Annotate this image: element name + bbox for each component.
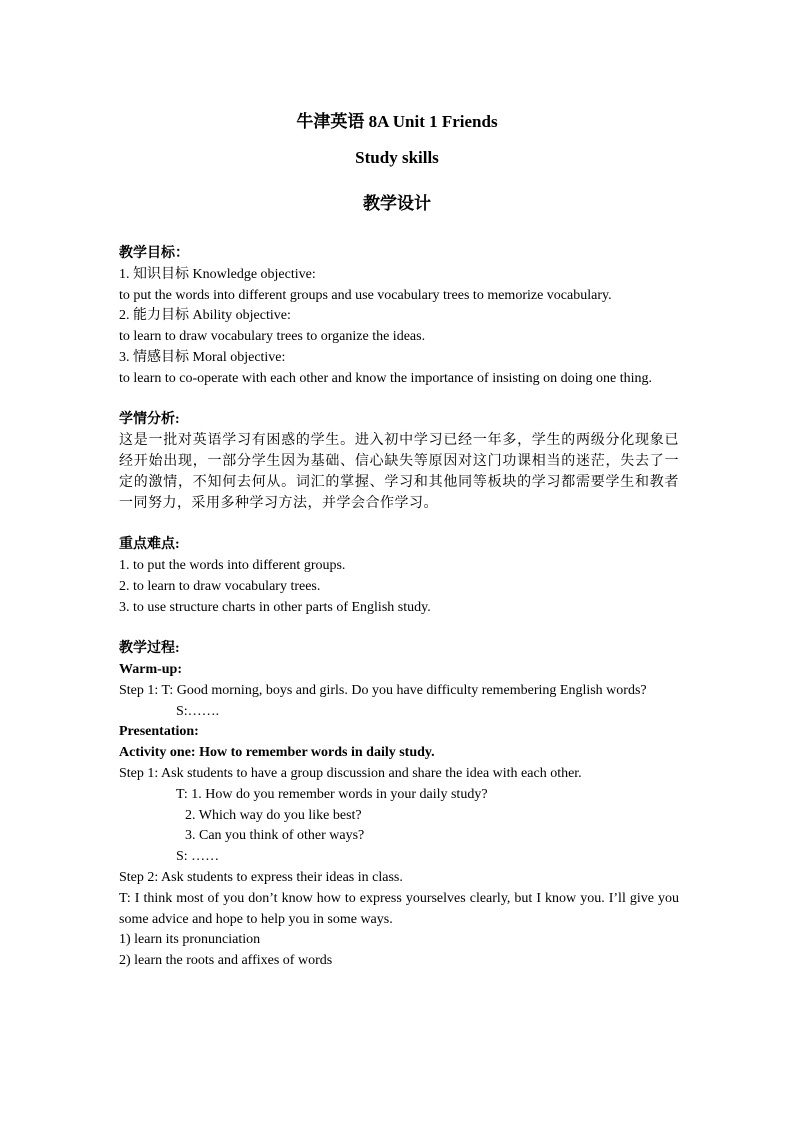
analysis-text: 这是一批对英语学习有困惑的学生。进入初中学习已经一年多，学生的两级分化现象已经开始出现，一部分学生因为基础、信心缺失等原因对这门功课相当的迷茫，失去了一定的激情，不知何去何从。词汇的掌握、学习和其他同等板块的学习都需要学生和教者一同努力，采用多种学习方法，并学会合作学习。 — [119, 433, 679, 511]
activity-step1: Step 1: Ask students to have a group discussion and share the idea with each other. — [119, 765, 582, 781]
objectives-heading: 教学目标： — [119, 246, 189, 261]
knowledge-text: to put the words into different groups and use vocabulary trees to memorize vocabulary. — [119, 287, 612, 303]
key-point-item: 2. to learn to draw vocabulary trees. — [119, 578, 321, 594]
question-1: T: 1. How do you remember words in your daily study? — [176, 786, 488, 802]
key-point-item: 3. to use structure charts in other parts of English study. — [119, 599, 431, 615]
process-heading: 教学过程: — [119, 641, 180, 657]
ability-text: to learn to draw vocabulary trees to organize the ideas. — [119, 329, 426, 345]
teacher-advice: T: I think most of you don’t know how to express yourselves clearly, but I know you. I’ll give you some advice and hope to help you in some ways. — [119, 890, 679, 927]
doc-title: 牛津英语 8A Unit 1 Friends — [296, 112, 498, 131]
warmup-student-reply: S:……. — [176, 703, 220, 719]
spacer — [119, 390, 679, 411]
key-point-item: 1. to put the words into different groups. — [119, 557, 346, 573]
spacer — [119, 618, 679, 639]
moral-text: to learn to co-operate with each other and know the importance of insisting on doing one thing. — [119, 370, 653, 386]
tip-item: 1) learn its pronunciation — [119, 932, 261, 948]
student-reply: S: …… — [176, 849, 220, 865]
analysis-heading: 学情分析: — [119, 412, 180, 428]
presentation-heading: Presentation: — [119, 724, 199, 740]
activity-one-heading: Activity one: How to remember words in daily study. — [119, 745, 435, 761]
question-2: 2. Which way do you like best? — [185, 807, 362, 823]
warmup-heading: Warm-up: — [119, 661, 182, 677]
key-points-heading: 重点难点: — [119, 537, 180, 553]
knowledge-label: 1. 知识目标 Knowledge objective: — [119, 266, 316, 282]
doc-type: 教学设计 — [363, 194, 431, 213]
doc-body — [119, 244, 679, 972]
spacer — [119, 514, 679, 535]
moral-label: 3. 情感目标 Moral objective: — [119, 349, 286, 365]
warmup-step1: Step 1: T: Good morning, boys and girls. Do you have difficulty remembering English words? — [119, 682, 647, 698]
question-3: 3. Can you think of other ways? — [185, 828, 365, 844]
tip-item: 2) learn the roots and affixes of words — [119, 953, 333, 969]
doc-subtitle: Study skills — [355, 148, 439, 167]
ability-label: 2. 能力目标 Ability objective: — [119, 308, 291, 324]
activity-step2: Step 2: Ask students to express their ideas in class. — [119, 869, 403, 885]
